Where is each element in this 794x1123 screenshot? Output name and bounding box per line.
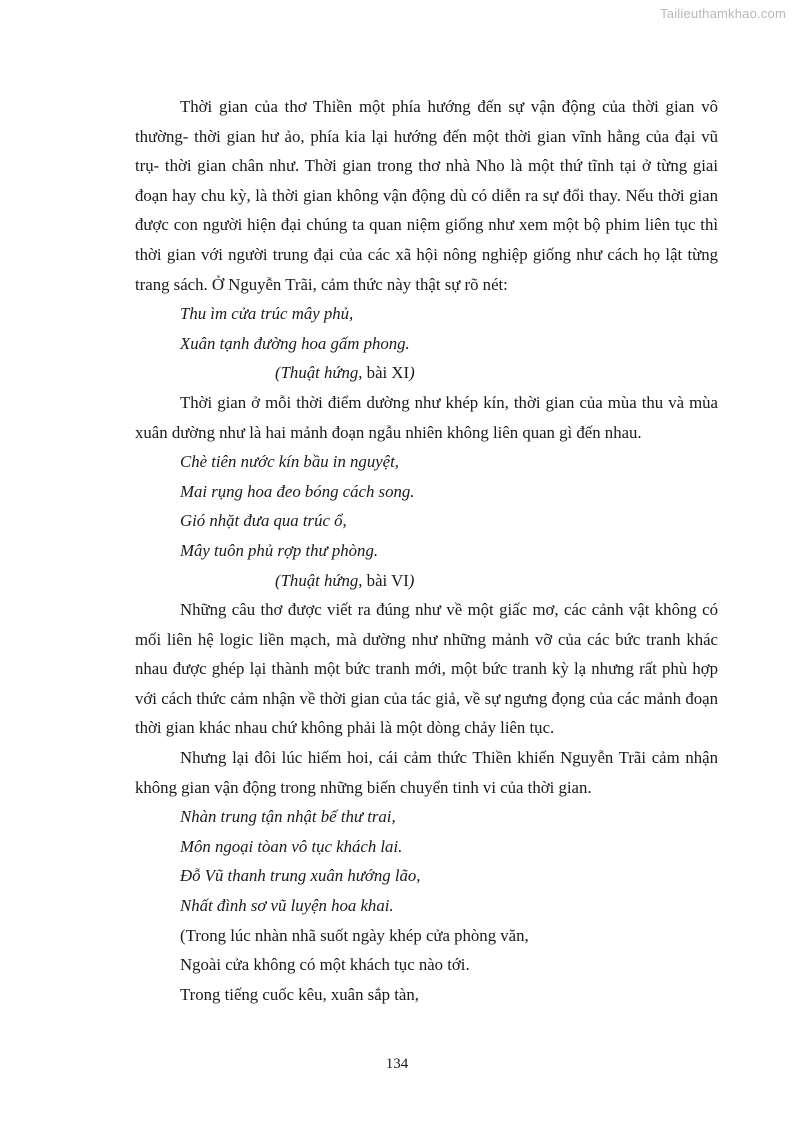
verse-line: Nhàn trung tận nhật bế thư trai, [180,807,396,827]
verse-line: Nhất đình sơ vũ luyện hoa khai. [180,896,394,916]
translation-line: (Trong lúc nhàn nhã suốt ngày khép cửa phòng văn, [180,925,529,945]
page-number: 134 [385,1056,409,1072]
verse-line: Môn ngoại tòan vô tục khách lai. [180,836,403,856]
verse-line: Xuân tạnh đường hoa gấm phong. [180,333,410,353]
paragraph-2: Thời gian ở mỗi thời điểm dường như khép kín, thời gian của mùa thu và mùa xuân dường như là hai mảnh đoạn ngẫu nhiên không liên quan gì đến nhau. [135,392,718,442]
page-body [135,92,718,1009]
paragraph-3: Những câu thơ được viết ra đúng như về một giấc mơ, các cảnh vật không có mối liên hệ logic liền mạch, mà dường như những mảnh vỡ của các bức tranh khác nhau được ghép lại thành một bức tranh mới, một bức tranh kỳ lạ nhưng rất phù hợp với cách thức cảm nhận về thời gian của tác giả, về sự ngưng đọng của các mảnh đoạn thời gian khác nhau chứ không phải là một dòng chảy liên tục. [135,600,718,738]
verse-line: Mây tuôn phủ rợp thư phòng. [180,540,379,560]
verse-line: Mai rụng hoa đeo bóng cách song. [180,481,415,501]
source-title: Thuật hứng, [280,363,363,383]
watermark: Tailieuthamkhao.com [660,6,786,21]
source-citation-1: (Thuật hứng, bài XI) [275,363,415,383]
source-title: Thuật hứng, [280,570,363,590]
verse-line: Đỗ Vũ thanh trung xuân hướng lão, [180,866,421,886]
verse-line: Thu ìm cửa trúc mây phủ, [180,304,354,324]
translation-line: Trong tiếng cuốc kêu, xuân sắp tàn, [180,984,419,1004]
source-citation-2: (Thuật hứng, bài VI) [275,570,415,590]
verse-line: Gió nhặt đưa qua trúc ổ, [180,511,347,531]
paragraph-4: Nhưng lại đôi lúc hiếm hoi, cái cảm thức Thiền khiến Nguyễn Trãi cảm nhận không gian vận động trong những biến chuyển tinh vi của thời gian. [135,748,718,797]
verse-line: Chè tiên nước kín bầu in nguyệt, [180,452,399,472]
paragraph-1: Thời gian của thơ Thiền một phía hướng đến sự vận động của thời gian vô thường- thời gian hư ảo, phía kia lại hướng đến một thời gian vĩnh hằng của đại vũ trụ- thời gian chân như. Thời gian trong thơ nhà Nho là một thứ tĩnh tại ở từng giai đoạn hay chu kỳ, là thời gian không vận động dù có diễn ra sự đổi thay. Nếu thời gian được con người hiện đại chúng ta quan niệm giống như xem một bộ phim liên tục thì thời gian với người trung đại của các xã hội nông nghiệp giống như cách họ lật từng trang sách. Ở Nguyễn Trãi, cảm thức này thật sự rõ nét: [135,97,718,294]
translation-line: Ngoài cửa không có một khách tục nào tới. [180,955,470,975]
